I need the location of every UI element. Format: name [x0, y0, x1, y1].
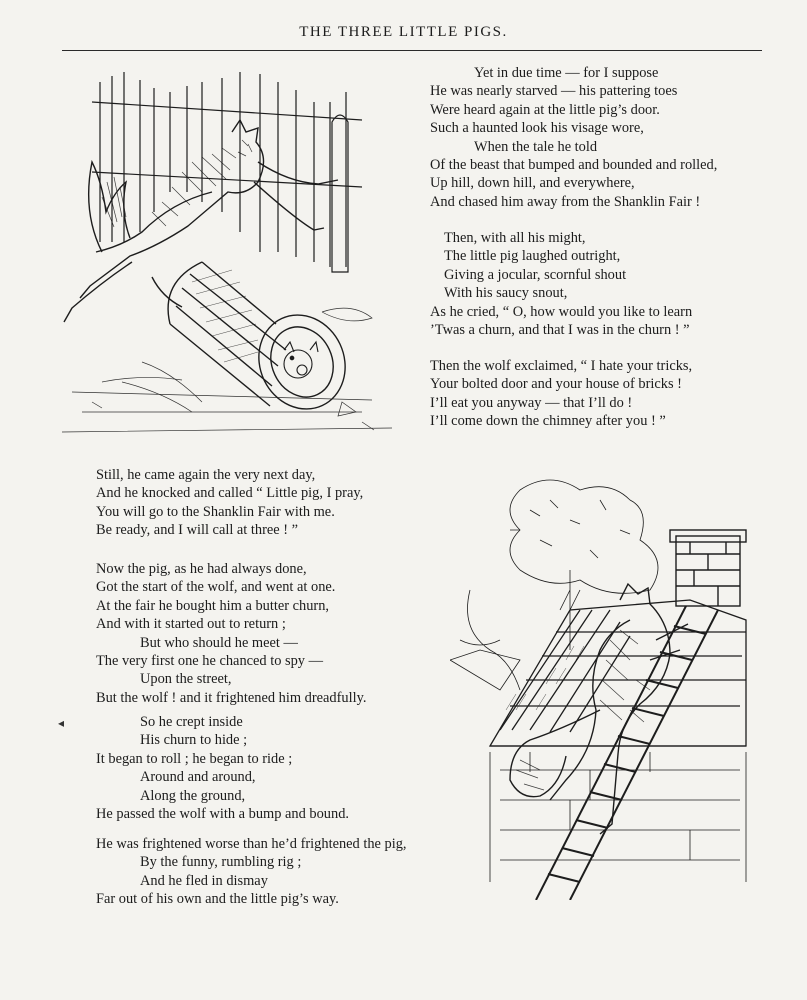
stanza-line: It began to roll ; he began to ride ;: [96, 750, 293, 767]
stanza-line: At the fair he bought him a butter churn,: [96, 597, 329, 614]
stanza-line: You will go to the Shanklin Fair with me.: [96, 503, 335, 520]
stanza-line: When the tale he told: [474, 138, 598, 155]
chimney-icon: [670, 530, 746, 606]
stanza-6: [96, 713, 349, 823]
roof-icon: [490, 600, 746, 746]
wolf-and-churn-illustration: [62, 62, 422, 454]
stanza-line: Then the wolf exclaimed, “ I hate your tricks,: [430, 358, 693, 374]
stanza-line: Such a haunted look his visage wore,: [430, 120, 644, 137]
stanza-line: Still, he came again the very next day,: [96, 467, 316, 483]
stanza-line: He was frightened worse than he’d frightened the pig,: [96, 836, 407, 852]
stanza-line: But the wolf ! and it frightened him dreadfully.: [96, 689, 367, 706]
stanza-line: Be ready, and I will call at three ! ”: [96, 522, 299, 539]
stanza-3: [430, 357, 692, 431]
stanza-line: ’Twas a churn, and that I was in the churn ! ”: [430, 322, 690, 339]
wolf-on-roof-engraving: [450, 470, 756, 900]
stanza-line: But who should he meet —: [140, 634, 298, 651]
stanza-line: And he fled in dismay: [140, 872, 268, 889]
stanza-line: His churn to hide ;: [140, 732, 248, 749]
stanza-line: Upon the street,: [140, 671, 232, 688]
stanza-line: Now the pig, as he had always done,: [96, 561, 307, 577]
stanza-7: [96, 835, 407, 909]
stanza-line: Yet in due time — for I suppose: [474, 65, 659, 81]
fence-icon: [92, 72, 362, 272]
stanza-line: Around and around,: [140, 769, 256, 786]
stanza-line: So he crept inside: [140, 714, 243, 730]
stanza-5: [96, 560, 366, 707]
stanza-line: Were heard again at the little pig’s door.: [430, 101, 660, 118]
stanza-1: [430, 64, 717, 211]
wolf-on-roof-illustration: [450, 470, 756, 900]
stanza-line: With his saucy snout,: [444, 285, 568, 302]
stanza-line: The very first one he chanced to spy —: [96, 653, 323, 670]
stanza-line: Then, with all his might,: [444, 230, 586, 246]
stanza-line: Along the ground,: [140, 787, 246, 804]
stanza-line: And he knocked and called “ Little pig, I pray,: [96, 485, 364, 502]
stanza-line: Up hill, down hill, and everywhere,: [430, 175, 635, 192]
stanza-2: [430, 229, 692, 339]
wolf-icon: [64, 120, 338, 322]
stanza-line: Your bolted door and your house of bricks !: [430, 376, 682, 393]
stanza-line: Of the beast that bumped and bounded and rolled,: [430, 157, 718, 174]
stanza-line: And with it started out to return ;: [96, 616, 286, 633]
stanza-line: I’ll eat you anyway — that I’ll do !: [430, 394, 633, 411]
stanza-line: And chased him away from the Shanklin Fair !: [430, 193, 701, 210]
ladder-icon: [536, 606, 718, 900]
stanza-line: I’ll come down the chimney after you ! ”: [430, 413, 666, 430]
stanza-line: Far out of his own and the little pig’s way.: [96, 891, 339, 908]
stanza-line: The little pig laughed outright,: [444, 248, 621, 265]
pig-icon: [284, 342, 318, 378]
stanza-line: He passed the wolf with a bump and bound.: [96, 806, 349, 823]
stanza-line: Got the start of the wolf, and went at one.: [96, 579, 336, 596]
page-title: THE THREE LITTLE PIGS.: [299, 24, 508, 40]
margin-mark: ◂: [58, 716, 65, 730]
stanza-line: He was nearly starved — his pattering toes: [430, 83, 678, 100]
stanza-line: By the funny, rumbling rig ;: [140, 854, 302, 871]
stanza-4: [96, 466, 363, 540]
stanza-line: Giving a jocular, scornful shout: [444, 266, 627, 283]
wolf-and-churn-engraving: [62, 62, 422, 454]
header-rule: [62, 50, 762, 51]
stanza-line: As he cried, “ O, how would you like to learn: [430, 303, 693, 320]
